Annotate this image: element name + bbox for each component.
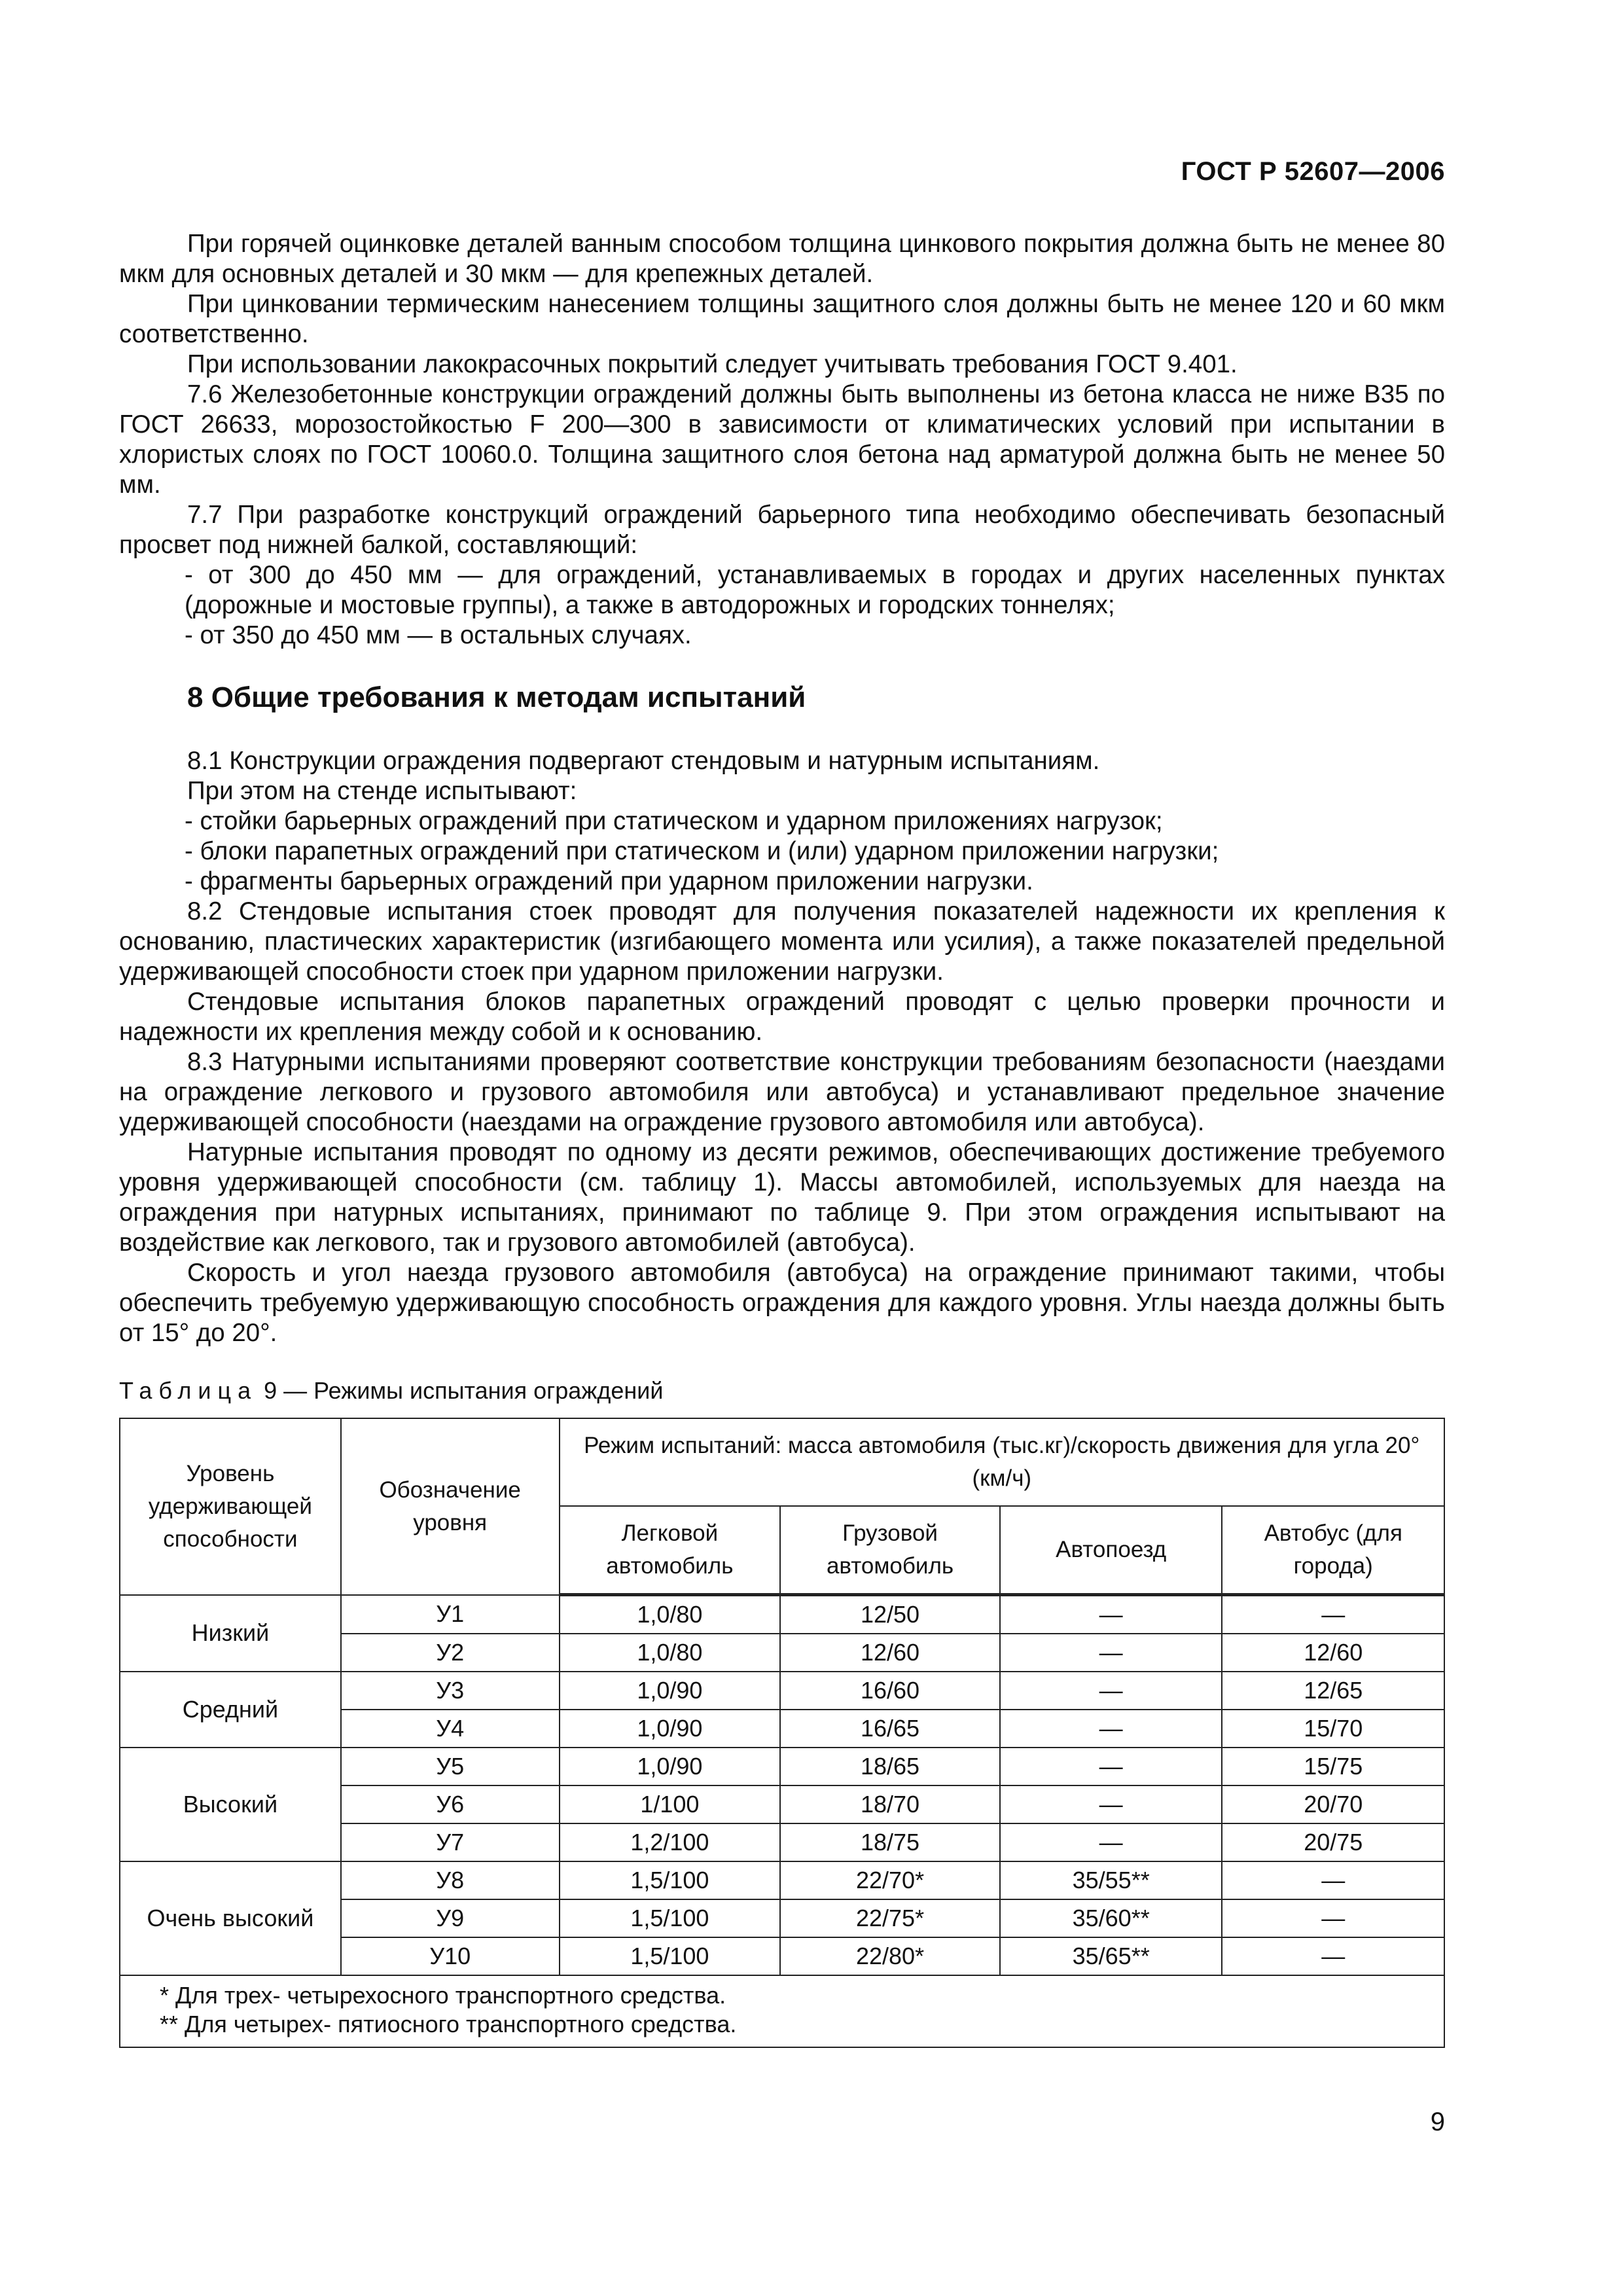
table-row [120, 1595, 1444, 1634]
level-cell: Очень высокий [120, 1861, 341, 1975]
paragraph: При использовании лакокрасочных покрытий следует учитывать требования ГОСТ 9.401. [187, 350, 1238, 378]
bus-cell: 12/60 [1222, 1634, 1444, 1672]
document-code: ГОСТ Р 52607—2006 [1181, 157, 1445, 186]
table-caption-text: 9 — Режимы испытания ограждений [257, 1377, 664, 1404]
table-row [120, 1672, 1444, 1710]
table-row [120, 1861, 1444, 1899]
table-row [120, 1748, 1444, 1785]
code-cell: У2 [341, 1634, 560, 1672]
paragraph: При горячей оцинковке деталей ванным способом толщина цинкового покрытия должна быть не менее 80 мкм для основных деталей и 30 мкм — для крепежных деталей. [119, 230, 1445, 288]
car-cell: 1,0/90 [560, 1672, 781, 1710]
bus-cell: 12/65 [1222, 1672, 1444, 1710]
paragraph: 7.7 При разработке конструкций ограждений барьерного типа необходимо обеспечивать безопасный просвет под нижней балкой, составляющий: [119, 501, 1445, 559]
header-car: Легковой автомобиль [560, 1506, 781, 1595]
table-notes-row [120, 1975, 1444, 2047]
table-body [120, 1595, 1444, 2048]
table-caption-word: Таблица [119, 1377, 258, 1404]
header-level: Уровень удерживающей способности [120, 1418, 341, 1595]
level-cell: Высокий [120, 1748, 341, 1861]
paragraph: 8.1 Конструкции ограждения подвергают стендовым и натурным испытаниям. [187, 747, 1100, 775]
table-note: * Для трех- четырехосного транспортного средства. [160, 1982, 726, 2009]
roadtrain-cell: 35/55** [1000, 1861, 1222, 1899]
bus-cell: 20/70 [1222, 1785, 1444, 1823]
roadtrain-cell: 35/60** [1000, 1899, 1222, 1937]
car-cell: 1,5/100 [560, 1899, 781, 1937]
paragraph: 8.2 Стендовые испытания стоек проводят для получения показателей надежности их крепления к основанию, пластических характеристик (изгибающего момента или усилия), а также показателей предельной удерживающей способности стоек при ударном приложении нагрузки. [119, 897, 1445, 986]
roadtrain-cell: — [1000, 1785, 1222, 1823]
header-designation: Обозначение уровня [341, 1418, 560, 1595]
level-cell: Низкий [120, 1595, 341, 1672]
header-truck: Грузовой автомобиль [780, 1506, 1000, 1595]
paragraph: Скорость и угол наезда грузового автомобиля (автобуса) на ограждение принимают такими, чтобы обеспечить требуемую удерживающую способность ограждения для каждого уровня. Углы наезда должны быть от 15° до 20°. [119, 1259, 1445, 1347]
truck-cell: 16/65 [780, 1710, 1000, 1748]
header-mode: Режим испытаний: масса автомобиля (тыс.кг)/скорость движения для угла 20° (км/ч) [560, 1418, 1444, 1506]
paragraph: При цинковании термическим нанесением толщины защитного слоя должны быть не менее 120 и 60 мкм соответственно. [119, 290, 1445, 348]
list-item: - от 300 до 450 мм — для ограждений, устанавливаемых в городах и других населенных пунктах (дорожные и мостовые группы), а также в автодорожных и городских тоннелях; [185, 561, 1445, 619]
roadtrain-cell: — [1000, 1634, 1222, 1672]
truck-cell: 12/60 [780, 1634, 1000, 1672]
truck-cell: 18/65 [780, 1748, 1000, 1785]
table-notes [120, 1975, 1444, 2047]
level-cell: Средний [120, 1672, 341, 1748]
code-cell: У10 [341, 1937, 560, 1975]
code-cell: У3 [341, 1672, 560, 1710]
code-cell: У1 [341, 1595, 560, 1634]
code-cell: У5 [341, 1748, 560, 1785]
car-cell: 1,0/90 [560, 1710, 781, 1748]
section-title: 8 Общие требования к методам испытаний [187, 681, 806, 713]
header-roadtrain: Автопоезд [1000, 1506, 1222, 1595]
roadtrain-cell: — [1000, 1595, 1222, 1634]
page-number: 9 [1430, 2108, 1445, 2136]
list-item: - блоки парапетных ограждений при статическом и (или) ударном приложении нагрузки; [185, 837, 1219, 865]
bus-cell: — [1222, 1861, 1444, 1899]
roadtrain-cell: — [1000, 1672, 1222, 1710]
bus-cell: — [1222, 1937, 1444, 1975]
truck-cell: 18/70 [780, 1785, 1000, 1823]
car-cell: 1/100 [560, 1785, 781, 1823]
list-item: - стойки барьерных ограждений при статическом и ударном приложениях нагрузок; [185, 807, 1163, 835]
list-item: - фрагменты барьерных ограждений при ударном приложении нагрузки. [185, 867, 1033, 895]
code-cell: У4 [341, 1710, 560, 1748]
roadtrain-cell: — [1000, 1748, 1222, 1785]
bus-cell: — [1222, 1899, 1444, 1937]
car-cell: 1,5/100 [560, 1861, 781, 1899]
roadtrain-cell: 35/65** [1000, 1937, 1222, 1975]
header-bus: Автобус (для города) [1222, 1506, 1444, 1595]
roadtrain-cell: — [1000, 1823, 1222, 1861]
test-modes-table [119, 1418, 1445, 2048]
car-cell: 1,0/80 [560, 1634, 781, 1672]
car-cell: 1,2/100 [560, 1823, 781, 1861]
truck-cell: 22/80* [780, 1937, 1000, 1975]
bus-cell: — [1222, 1595, 1444, 1634]
bus-cell: 15/70 [1222, 1710, 1444, 1748]
table-caption [119, 1376, 1445, 1406]
paragraph: 7.6 Железобетонные конструкции ограждений должны быть выполнены из бетона класса не ниже В35 по ГОСТ 26633, морозостойкостью F 200—300 в зависимости от климатических условий при испытании в хлористых слоях по ГОСТ 10060.0. Толщина защитного слоя бетона над арматурой должна быть не менее 50 мм. [119, 380, 1445, 499]
truck-cell: 18/75 [780, 1823, 1000, 1861]
truck-cell: 12/50 [780, 1595, 1000, 1634]
page-content [119, 229, 1445, 2048]
code-cell: У6 [341, 1785, 560, 1823]
code-cell: У9 [341, 1899, 560, 1937]
paragraph: Натурные испытания проводят по одному из десяти режимов, обеспечивающих достижение требуемого уровня удерживающей способности (см. таблицу 1). Массы автомобилей, используемых для наезда на ограждения при натурных испытаниях, принимают по таблице 9. При этом ограждения испытывают на воздействие как легкового, так и грузового автомобилей (автобуса). [119, 1138, 1445, 1257]
truck-cell: 22/70* [780, 1861, 1000, 1899]
bus-cell: 15/75 [1222, 1748, 1444, 1785]
code-cell: У8 [341, 1861, 560, 1899]
car-cell: 1,0/80 [560, 1595, 781, 1634]
truck-cell: 22/75* [780, 1899, 1000, 1937]
truck-cell: 16/60 [780, 1672, 1000, 1710]
roadtrain-cell: — [1000, 1710, 1222, 1748]
car-cell: 1,5/100 [560, 1937, 781, 1975]
car-cell: 1,0/90 [560, 1748, 781, 1785]
list-item: - от 350 до 450 мм — в остальных случаях. [185, 621, 692, 649]
paragraph: 8.3 Натурными испытаниями проверяют соответствие конструкции требованиям безопасности (наездами на ограждение легкового и грузового автомобиля или автобуса) и устанавливают предельное значение удерживающей способности (наездами на ограждение грузового автомобиля или автобуса). [119, 1048, 1445, 1136]
bus-cell: 20/75 [1222, 1823, 1444, 1861]
table-note: ** Для четырех- пятиосного транспортного средства. [160, 2011, 737, 2037]
code-cell: У7 [341, 1823, 560, 1861]
paragraph: При этом на стенде испытывают: [187, 777, 577, 805]
paragraph: Стендовые испытания блоков парапетных ограждений проводят с целью проверки прочности и надежности их крепления между собой и к основанию. [119, 988, 1445, 1046]
